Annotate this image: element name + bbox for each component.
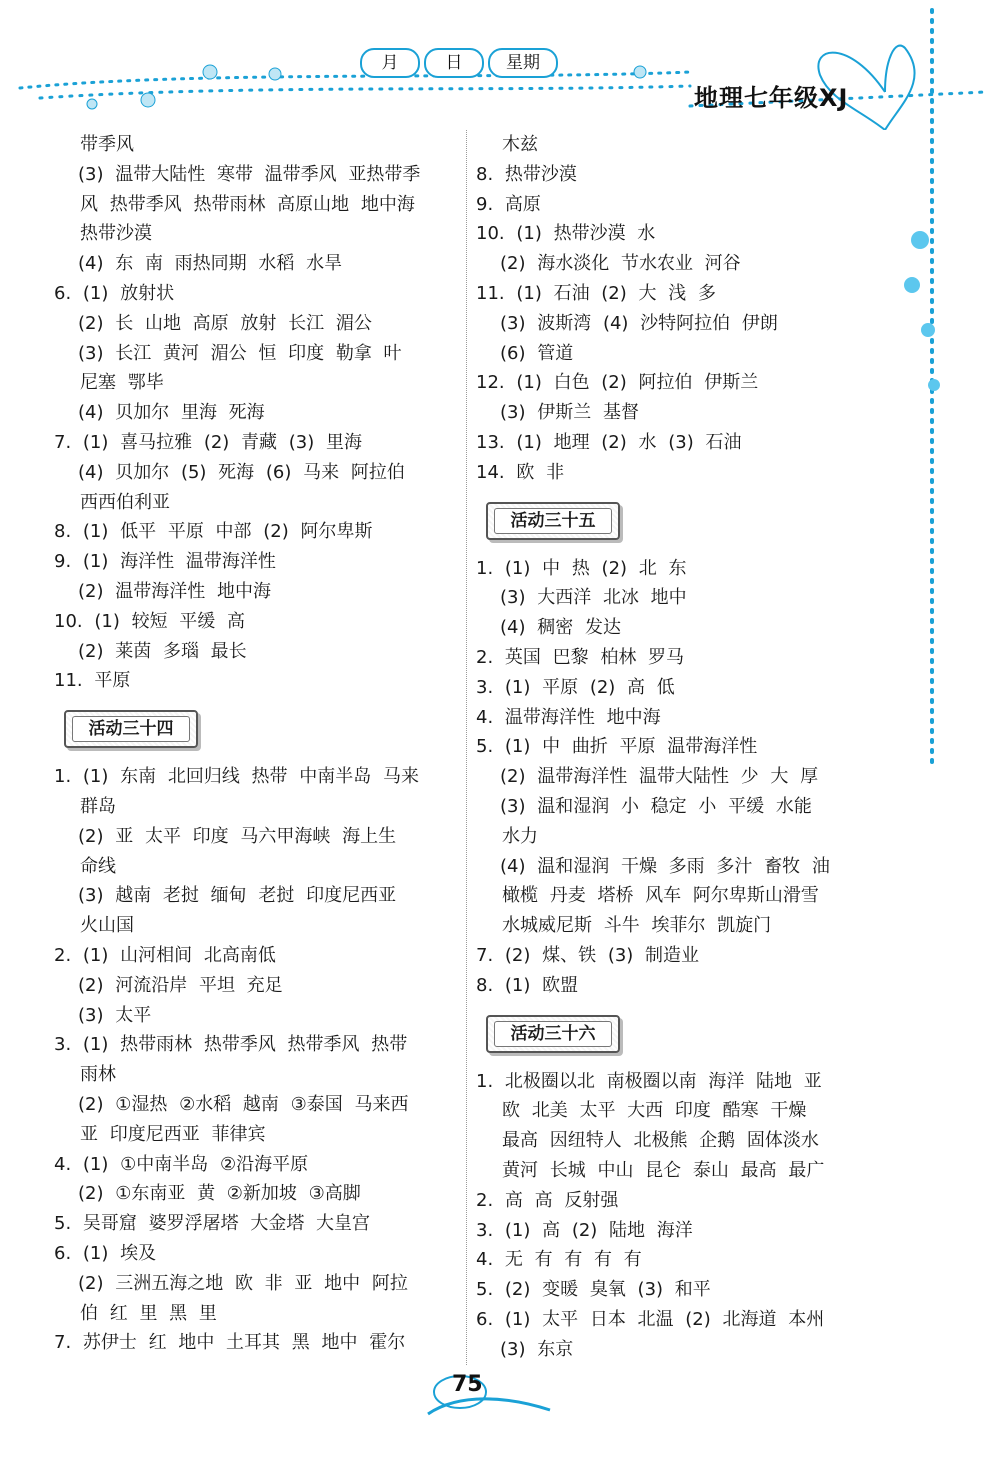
answer-line: (3) 大西洋 北冰 地中 (500, 587, 687, 609)
answer-line: 7. (1) 喜马拉雅 (2) 青藏 (3) 里海 (54, 432, 362, 453)
answer-line: 2. (1) 山河相间 北高南低 (54, 945, 276, 966)
answer-line: (2) ①东南亚 黄 ②新加坡 ③高脚 (78, 1183, 361, 1205)
answer-line: 热带沙漠 (80, 223, 152, 245)
answer-line: (3) 温带大陆性 寒带 温带季风 亚热带季 (78, 163, 421, 185)
answer-line: 橄榄 丹麦 塔桥 风车 阿尔卑斯山滑雪 (502, 885, 819, 907)
answer-line: (4) 温和湿润 干燥 多雨 多汁 畜牧 油 (500, 855, 830, 877)
answer-line: (3) 太平 (78, 1004, 152, 1026)
answer-line: 2. 高 高 反射强 (476, 1189, 619, 1211)
answer-line: 4. (1) ①中南半岛 ②沿海平原 (54, 1153, 309, 1175)
answer-line: 3. (1) 高 (2) 陆地 海洋 (476, 1219, 693, 1241)
page-number: 75 (452, 1372, 483, 1397)
answer-line: (3) 温和湿润 小 稳定 小 平缓 水能 (500, 796, 812, 817)
answer-line: 1. 北极圈以北 南极圈以南 海洋 陆地 亚 (476, 1070, 822, 1092)
answer-line: (4) 东 南 雨热同期 水稻 水旱 (78, 253, 343, 275)
answer-line: 11. 平原 (54, 670, 131, 692)
answer-line: 6. (1) 太平 日本 北温 (2) 北海道 本州 (476, 1309, 825, 1330)
answer-line: (2) 长 山地 高原 放射 长江 湄公 (78, 312, 372, 334)
answer-line: 7. 苏伊士 红 地中 土耳其 黑 地中 霍尔 (54, 1332, 406, 1354)
answer-line: 命线 (80, 855, 116, 877)
answer-line: 4. 无 有 有 有 有 (476, 1249, 642, 1271)
answer-line: 6. (1) 埃及 (54, 1243, 157, 1264)
section-heading (486, 502, 620, 540)
weekday-box: 星期 (488, 48, 558, 78)
answer-line: 最高 因纽特人 北极熊 企鹅 固体淡水 (502, 1130, 819, 1152)
answer-line: 西西伯利亚 (80, 491, 170, 513)
page-number-swoosh (420, 1372, 560, 1422)
answer-line: 水城威尼斯 斗牛 埃菲尔 凯旋门 (502, 915, 772, 937)
answer-line: 9. (1) 海洋性 温带海洋性 (54, 551, 276, 573)
answer-line: 8. 热带沙漠 (476, 163, 577, 185)
answer-line: 群岛 (80, 796, 116, 817)
answer-line: 木兹 (502, 134, 538, 155)
answer-line: (2) 莱茵 多瑙 最长 (78, 640, 247, 662)
answer-line: (4) 稠密 发达 (500, 617, 621, 639)
side-dotted-border (900, 0, 970, 1400)
answer-line: 水力 (502, 825, 538, 847)
answer-line: 2. 英国 巴黎 柏林 罗马 (476, 647, 685, 668)
section-heading-label: 活动三十四 (72, 716, 190, 742)
answer-line: (2) 河流沿岸 平坦 充足 (78, 974, 283, 996)
section-heading-label: 活动三十五 (494, 508, 612, 534)
answer-line: (4) 贝加尔 (5) 死海 (6) 马来 阿拉伯 (78, 461, 405, 483)
answer-line: (3) 波斯湾 (4) 沙特阿拉伯 伊朗 (500, 312, 778, 334)
answer-line: 9. 高原 (476, 193, 541, 215)
answer-line: 5. 吴哥窟 婆罗浮屠塔 大金塔 大皇宫 (54, 1213, 371, 1235)
answer-line: 14. 欧 非 (476, 461, 565, 483)
answer-line: (3) 越南 老挝 缅甸 老挝 印度尼西亚 (78, 885, 397, 907)
answer-line: (3) 伊斯兰 基督 (500, 402, 639, 424)
answer-line: 12. (1) 白色 (2) 阿拉伯 伊斯兰 (476, 372, 759, 394)
answer-line: 11. (1) 石油 (2) 大 浅 多 (476, 283, 716, 304)
answer-line: 13. (1) 地理 (2) 水 (3) 石油 (476, 432, 742, 453)
answer-line: 5. (2) 变暖 臭氧 (3) 和平 (476, 1279, 711, 1301)
day-box: 日 (424, 48, 484, 78)
answer-line: (2) ①湿热 ②水稻 越南 ③泰国 马来西 (78, 1094, 409, 1115)
page-title: 地理七年级XJ (694, 84, 849, 112)
answer-line: 火山国 (80, 915, 134, 937)
answer-line: 8. (1) 欧盟 (476, 974, 579, 996)
answer-line: 8. (1) 低平 平原 中部 (2) 阿尔卑斯 (54, 521, 373, 543)
answer-line: (3) 长江 黄河 湄公 恒 印度 勒拿 叶 (78, 342, 402, 364)
section-heading (64, 710, 198, 748)
answer-line: 10. (1) 较短 平缓 高 (54, 610, 246, 632)
answer-line: 10. (1) 热带沙漠 水 (476, 223, 656, 245)
answer-line: 3. (1) 平原 (2) 高 低 (476, 676, 675, 698)
answer-line: 尼塞 鄂毕 (80, 372, 164, 394)
answer-line: (3) 东京 (500, 1338, 574, 1360)
answer-line: (2) 亚 太平 印度 马六甲海峡 海上生 (78, 825, 397, 847)
answer-line: 伯 红 里 黑 里 (80, 1302, 217, 1324)
answer-line: 1. (1) 东南 北回归线 热带 中南半岛 马来 (54, 766, 419, 788)
answer-line: 7. (2) 煤、铁 (3) 制造业 (476, 945, 700, 966)
answer-line: 3. (1) 热带雨林 热带季风 热带季风 热带 (54, 1034, 408, 1056)
answer-line: 黄河 长城 中山 昆仑 泰山 最高 最广 (502, 1160, 825, 1181)
section-heading-label: 活动三十六 (494, 1021, 612, 1047)
month-box: 月 (360, 48, 420, 78)
answer-line: (2) 温带海洋性 地中海 (78, 581, 271, 602)
answer-line: (4) 贝加尔 里海 死海 (78, 402, 265, 424)
answer-line: 雨林 (80, 1064, 116, 1086)
section-heading (486, 1015, 620, 1053)
answer-line: 亚 印度尼西亚 菲律宾 (80, 1123, 266, 1145)
answer-line: (2) 三洲五海之地 欧 非 亚 地中 阿拉 (78, 1272, 408, 1294)
answer-line: 1. (1) 中 热 (2) 北 东 (476, 557, 687, 579)
answer-line: 风 热带季风 热带雨林 高原山地 地中海 (80, 193, 415, 215)
answer-line: (2) 海水淡化 节水农业 河谷 (500, 253, 741, 275)
column-divider (466, 130, 467, 1365)
answer-line: 6. (1) 放射状 (54, 283, 175, 304)
answer-line: (6) 管道 (500, 342, 574, 364)
answer-line: 欧 北美 太平 大西 印度 酷寒 干燥 (502, 1100, 807, 1122)
answer-line: 5. (1) 中 曲折 平原 温带海洋性 (476, 736, 758, 758)
page-header (0, 0, 1000, 130)
answer-line: 4. 温带海洋性 地中海 (476, 706, 661, 728)
answer-line: 带季风 (80, 134, 134, 155)
answer-line: (2) 温带海洋性 温带大陆性 少 大 厚 (500, 766, 819, 788)
